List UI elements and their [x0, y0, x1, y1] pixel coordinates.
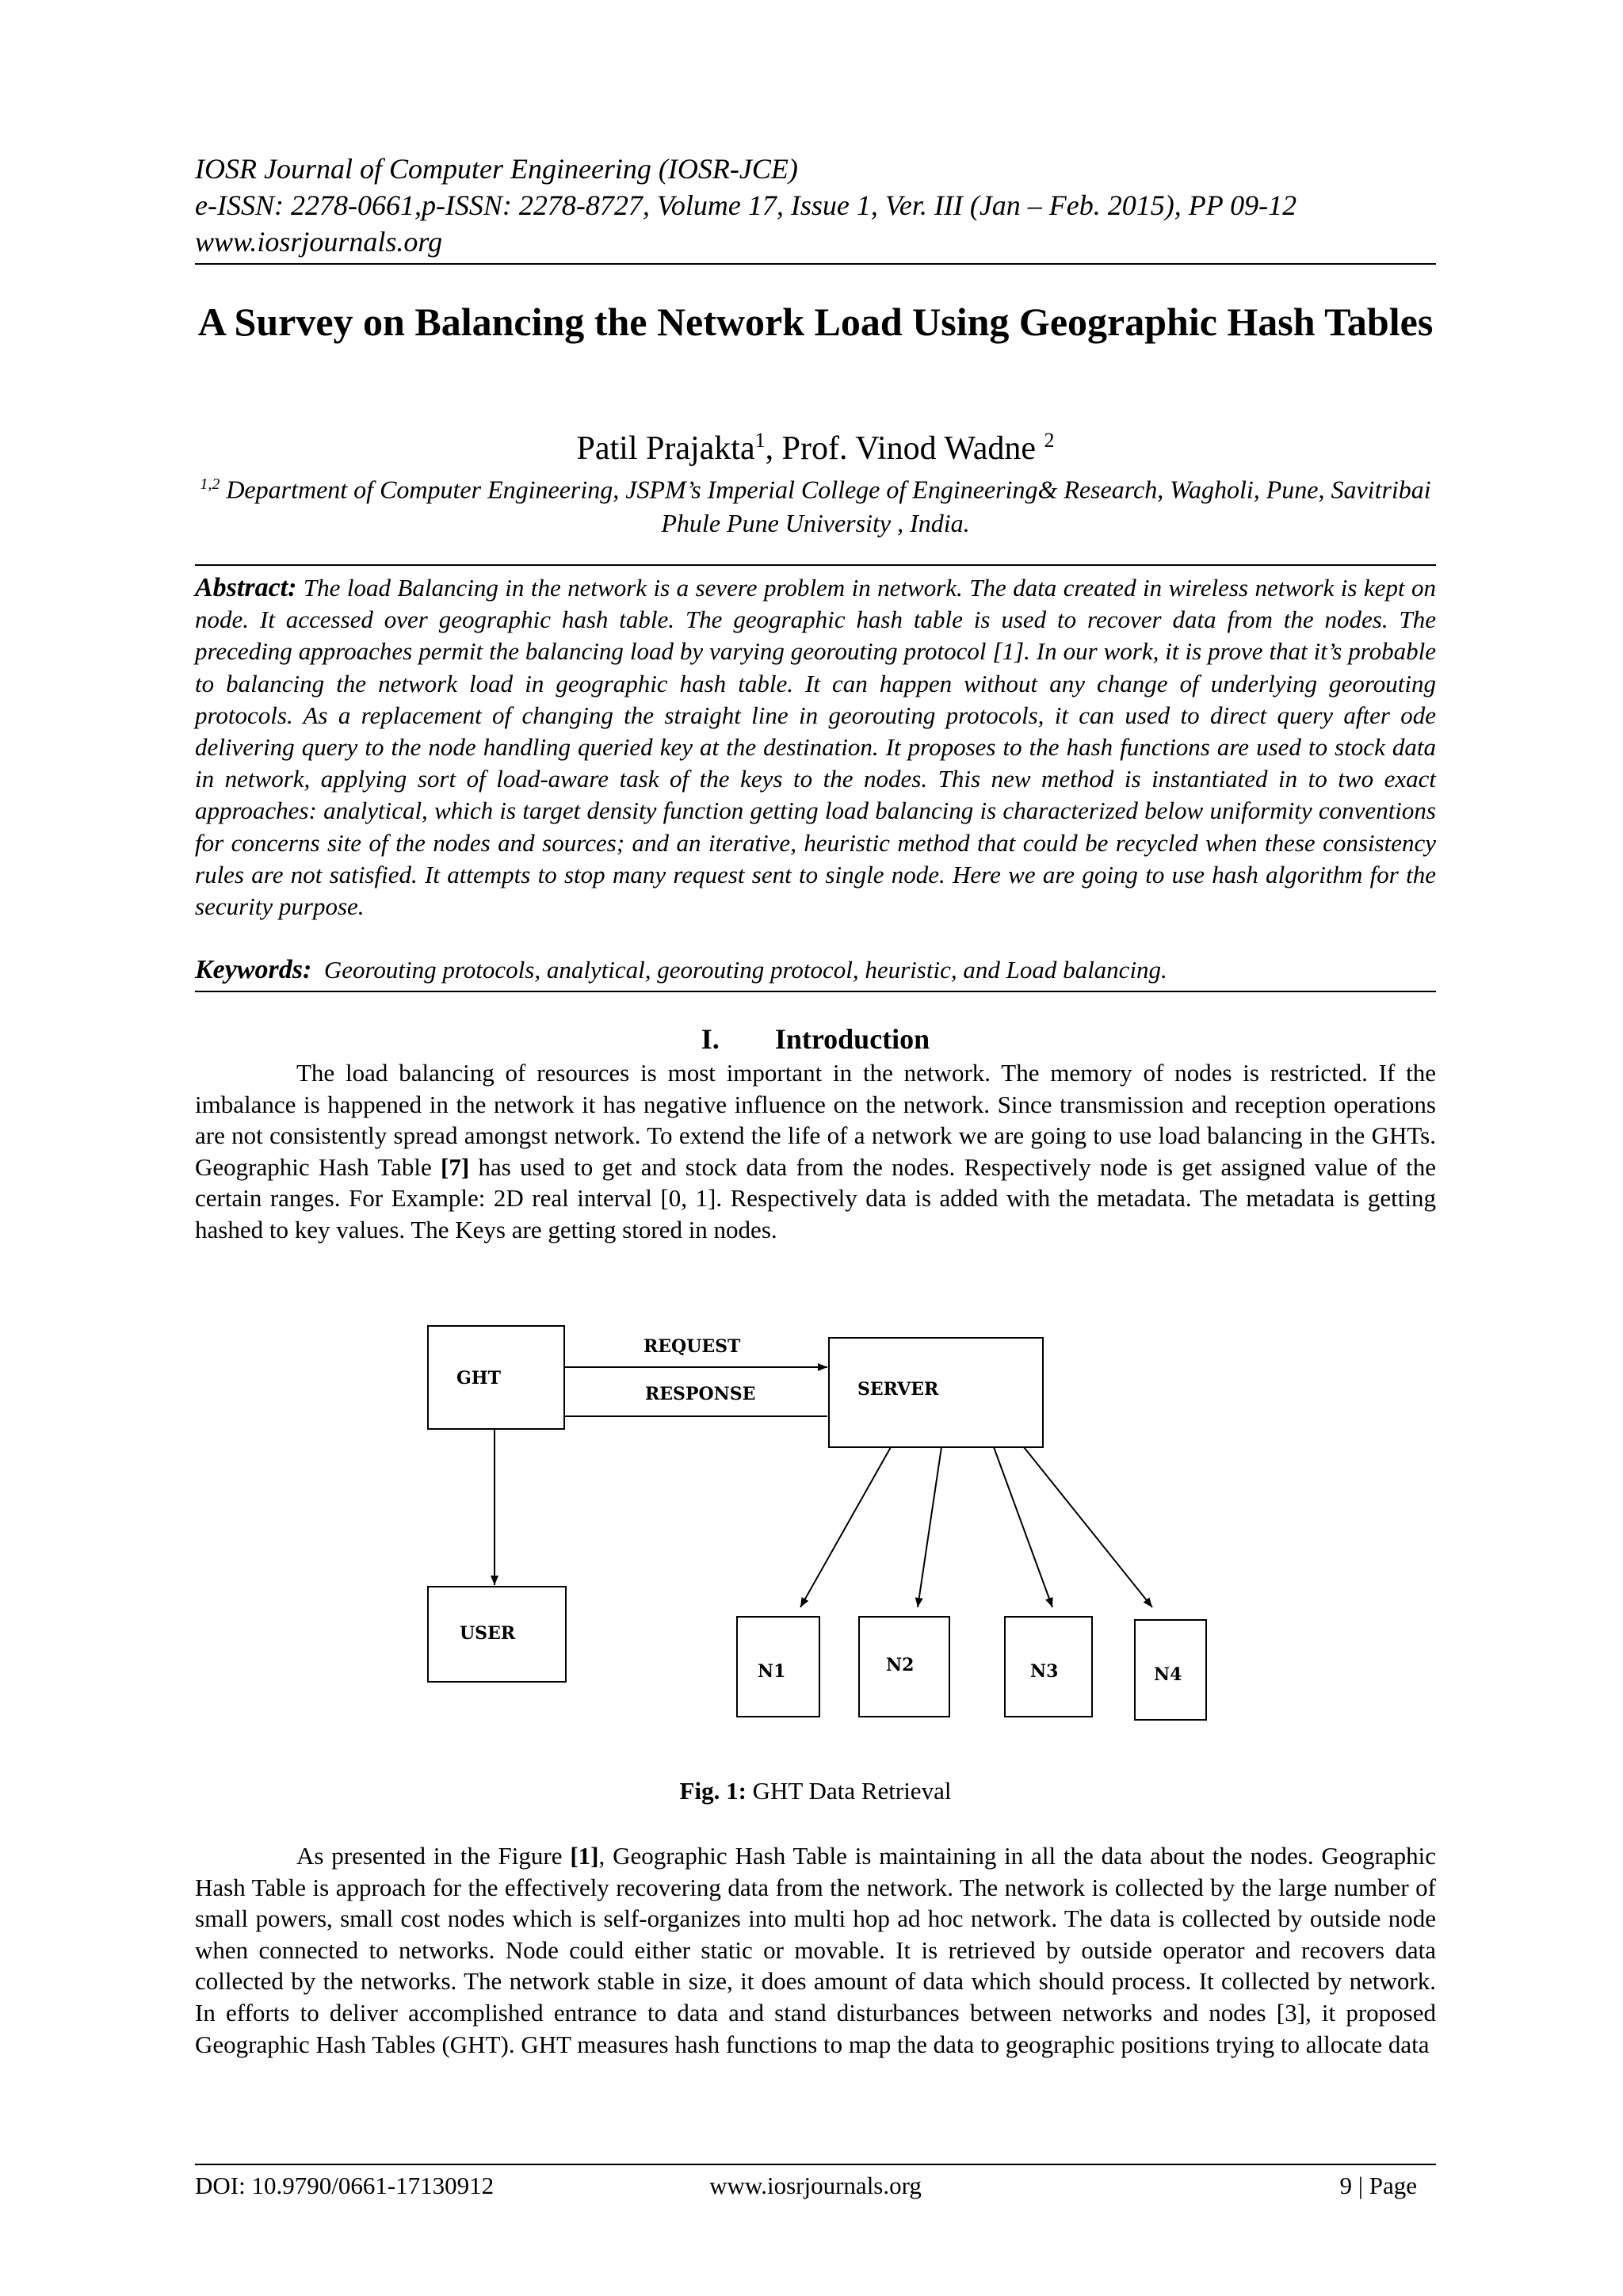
section-number: I. — [701, 1023, 720, 1055]
n3-node — [1005, 1617, 1092, 1717]
abstract — [195, 572, 1436, 923]
section-title: Introduction — [774, 1023, 930, 1055]
response-edge — [564, 1384, 827, 1416]
intro-p2-text-b: , Geographic Hash Table is maintaining in all the data about the nodes. Geographic Hash Table is approach for the effectively recovering data from the network. The network is collected by the large number of small powers, small cost nodes which is self-organizes into multi hop ad hoc network. The data is collected by outside node when connected to networks. Node could either static or movable. It is retrieved by outside operator and recovers data collected by the networks. The network stable in size, it does amount of data which should process. It collected by network. In efforts to deliver accomplished entrance to data and stand disturbances between networks and nodes [3], it proposed Geographic Hash Tables (GHT). GHT measures hash functions to map the data to geographic positions trying to allocate data — [195, 1842, 1437, 2058]
server-node — [829, 1338, 1043, 1447]
header-rule — [195, 263, 1436, 265]
author-2: Prof. Vinod Wadne — [781, 430, 1036, 467]
server-label: SERVER — [857, 1379, 939, 1400]
author-2-sup: 2 — [1044, 429, 1055, 452]
figure-caption-text: GHT Data Retrieval — [746, 1777, 952, 1805]
n4-label: N4 — [1154, 1664, 1182, 1685]
response-label: RESPONSE — [645, 1384, 756, 1404]
footer-rule — [195, 2164, 1436, 2165]
ght-label: GHT — [456, 1368, 501, 1389]
affiliation-text: Department of Computer Engineering, JSPM’s Imperial College of Engineering& Research, Wagholi, Pune, Savitribai Phule Pune University , India. — [226, 475, 1431, 537]
intro-paragraph-2 — [195, 1840, 1436, 2060]
affiliation — [195, 468, 1436, 540]
abstract-top-rule — [195, 564, 1436, 566]
author-1: Patil Prajakta — [576, 430, 755, 467]
intro-p2-ref: [1] — [570, 1842, 599, 1870]
author-1-sup: 1 — [754, 429, 766, 452]
figure-caption — [195, 1775, 1436, 1807]
abstract-label: Abstract: — [195, 573, 297, 602]
request-edge — [564, 1336, 827, 1367]
abstract-bottom-rule — [195, 991, 1436, 992]
figure-1 — [195, 1300, 1436, 1744]
intro-p1-text-a: The load balancing of resources is most important in the network. The memory of nodes is restricted. If the imbalance is happened in the network it has negative influence on the network. Since transmission and reception operations are not consistently spread amongst network. To extend the life of a network we are going to use load balancing in the GHTs. Geographic Hash Table — [195, 1059, 1436, 1181]
journal-website: www.iosrjournals.org — [195, 226, 443, 258]
n1-label: N1 — [758, 1661, 786, 1682]
paper-title: A Survey on Balancing the Network Load Using Geographic Hash Tables — [197, 300, 1434, 344]
author-separator: , — [765, 430, 782, 467]
journal-name: IOSR Journal of Computer Engineering (IOSR-JCE) — [195, 153, 798, 185]
ght-node — [428, 1326, 564, 1429]
journal-issn-line: e-ISSN: 2278-0661,p-ISSN: 2278-8727, Volume 17, Issue 1, Ver. III (Jan – Feb. 2015), PP 09-12 — [195, 189, 1297, 221]
keywords — [195, 954, 1436, 986]
request-label: REQUEST — [643, 1336, 741, 1357]
footer-page-number: 9 | Page — [1339, 2172, 1417, 2199]
keywords-text: Georouting protocols, analytical, georouting protocol, heuristic, and Load balancing. — [323, 956, 1167, 984]
authors — [195, 418, 1436, 471]
intro-paragraph-1 — [195, 1057, 1436, 1246]
journal-header — [195, 151, 1436, 260]
affiliation-sup: 1,2 — [200, 476, 220, 493]
server-n2-edge — [918, 1447, 941, 1607]
footer-website: www.iosrjournals.org — [709, 2172, 922, 2199]
intro-p1-ref: [7] — [441, 1152, 470, 1181]
n1-node — [737, 1617, 819, 1717]
abstract-text: The load Balancing in the network is a severe problem in network. The data created in wireless network is kept on node. It accessed over geographic hash table. The geographic hash table is used to recover data from the nodes. The preceding approaches permit the balancing load by varying georouting protocol [1]. In our work, it is prove that it’s probable to balancing the network load in geographic hash table. It can happen without any change of underlying georouting protocols. As a replacement of changing the straight line in georouting protocols, it can used to direct query after ode delivering query to the node handling queried key at the destination. It proposes to the hash functions are used to stock data in network, applying sort of load-aware task of the keys to the nodes. This new method is instantiated in to two exact approaches: analytical, which is target density function getting load balancing is characterized below uniformity conventions for concerns site of the nodes and sources; and an iterative, heuristic method that could be recycled when these consistency rules are not satisfied. It attempts to stop many request sent to single node. Here we are going to use hash algorithm for the security purpose. — [195, 574, 1436, 921]
n3-label: N3 — [1030, 1661, 1059, 1682]
server-n1-edge — [800, 1447, 891, 1607]
n2-node — [859, 1617, 949, 1717]
footer-doi: DOI: 10.9790/0661-17130912 — [195, 2172, 495, 2199]
figure-caption-label: Fig. 1: — [679, 1777, 747, 1805]
user-node — [428, 1587, 566, 1682]
page-footer — [195, 2170, 1436, 2202]
intro-p1-text-b: has used to get and stock data from the nodes. Respectively node is get assigned value of the certain ranges. For Example: 2D real interval [0, 1]. Respectively data is added with the metadata. The metadata is getting hashed to key values. The Keys are getting stored in nodes. — [195, 1152, 1436, 1244]
section-heading — [195, 1021, 1436, 1057]
ght-diagram — [195, 1300, 1436, 1744]
user-label: USER — [460, 1623, 516, 1644]
keywords-label: Keywords: — [195, 955, 312, 984]
n4-node — [1135, 1620, 1206, 1720]
n2-label: N2 — [886, 1655, 915, 1675]
intro-p2-text-a: As presented in the Figure — [296, 1842, 571, 1870]
